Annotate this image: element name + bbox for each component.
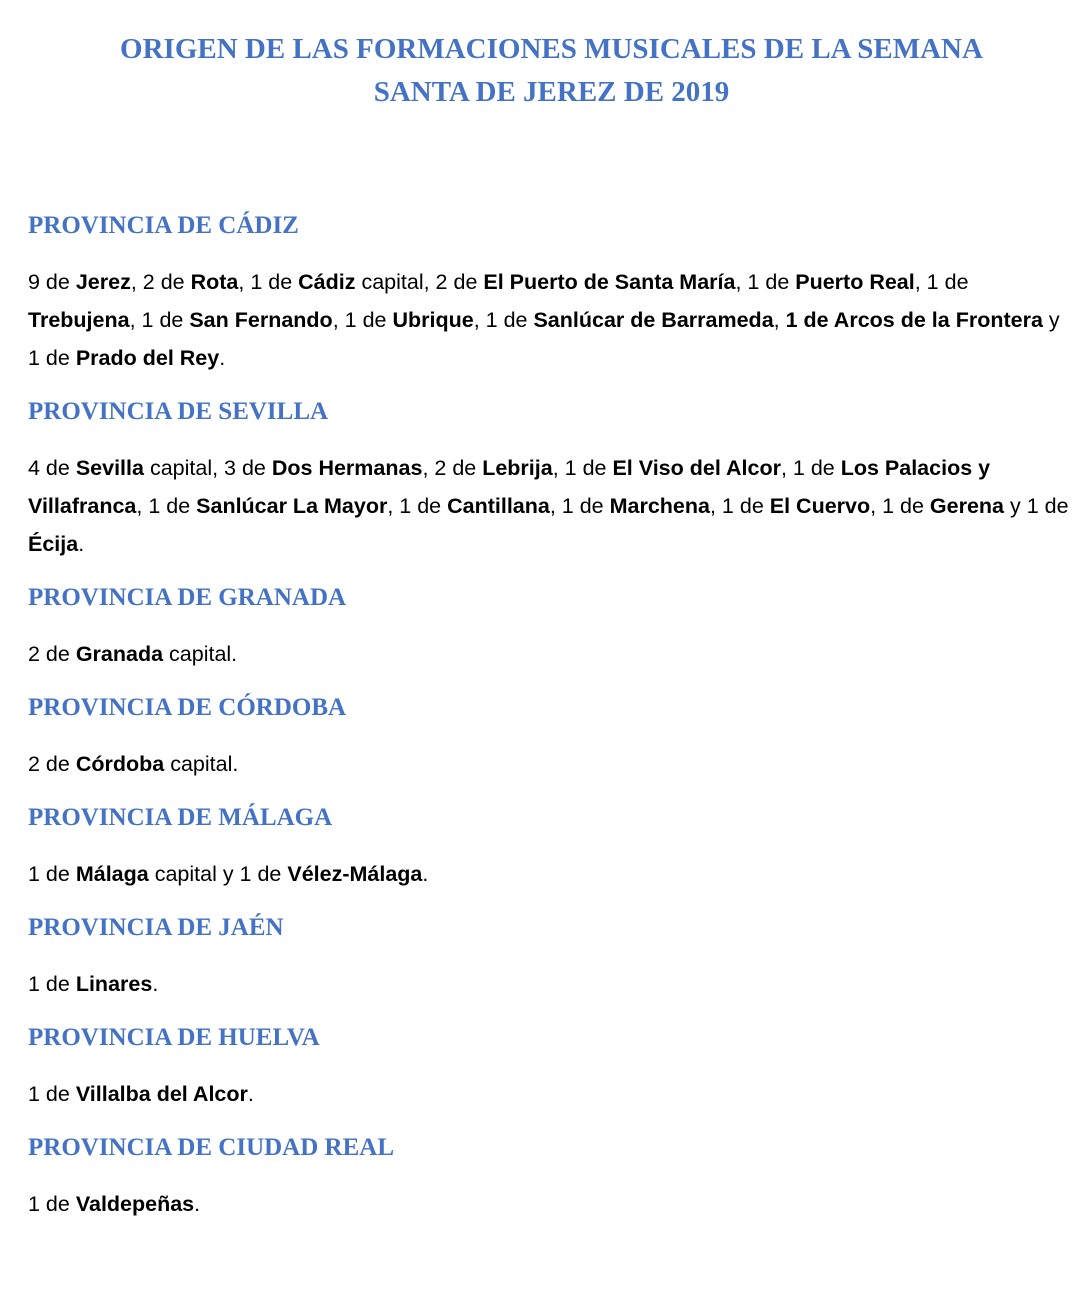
count-text: capital, 3 de <box>143 456 272 480</box>
count-text: , 2 de <box>422 456 483 480</box>
province-origin-text <box>28 1185 1075 1223</box>
count-text: y 1 de <box>28 308 1060 370</box>
place-name: Gerena <box>929 494 1004 518</box>
place-name: Rota <box>190 270 239 294</box>
count-text: , 2 de <box>130 270 191 294</box>
count-text: , 1 de <box>870 494 930 518</box>
count-text: capital. <box>163 642 238 666</box>
province-heading: PROVINCIA DE HUELVA <box>28 1024 320 1051</box>
place-name: Sevilla <box>75 456 144 480</box>
province-section <box>28 396 1075 563</box>
title-line-2: SANTA DE JEREZ DE 2019 <box>373 76 730 108</box>
count-text: , 1 de <box>780 456 841 480</box>
province-section <box>28 912 1075 1003</box>
province-origin-text <box>28 1075 1075 1113</box>
count-text: , 1 de <box>549 494 610 518</box>
place-name: 1 de Arcos de la Frontera <box>785 308 1043 332</box>
province-origin-text <box>28 855 1075 893</box>
province-heading: PROVINCIA DE GRANADA <box>28 584 347 611</box>
province-section <box>28 1022 1075 1113</box>
count-text: . <box>194 1192 201 1216</box>
province-heading: PROVINCIA DE JAÉN <box>28 914 284 941</box>
count-text: . <box>422 862 429 886</box>
count-text: , 1 de <box>387 494 448 518</box>
count-text: , 1 de <box>129 308 190 332</box>
count-text: , 1 de <box>709 494 770 518</box>
title-line-1: ORIGEN DE LAS FORMACIONES MUSICALES DE LA SEMANA <box>120 33 983 65</box>
place-name: Los Palacios y Villafranca <box>28 456 991 518</box>
place-name: Linares <box>75 972 153 996</box>
count-text: 2 de <box>28 642 76 666</box>
province-section <box>28 1132 1075 1223</box>
place-name: San Fernando <box>189 308 333 332</box>
count-text: , 1 de <box>735 270 796 294</box>
place-name: Écija <box>28 532 79 556</box>
province-section <box>28 582 1075 673</box>
province-section <box>28 692 1075 783</box>
province-origin-text <box>28 965 1075 1003</box>
place-name: El Viso del Alcor <box>612 456 781 480</box>
province-heading: PROVINCIA DE CÁDIZ <box>28 212 299 239</box>
count-text: , <box>773 308 786 332</box>
document-title <box>28 28 1075 114</box>
count-text: , 1 de <box>238 270 299 294</box>
count-text: 1 de <box>28 972 76 996</box>
province-origin-text <box>28 263 1075 377</box>
count-text: , 1 de <box>332 308 393 332</box>
place-name: Jerez <box>75 270 131 294</box>
province-origin-text <box>28 449 1075 563</box>
place-name: Lebrija <box>482 456 553 480</box>
count-text: 1 de <box>28 862 76 886</box>
place-name: El Cuervo <box>769 494 871 518</box>
count-text: capital, 2 de <box>355 270 484 294</box>
place-name: Córdoba <box>75 752 165 776</box>
count-text: , 1 de <box>552 456 613 480</box>
count-text: capital y 1 de <box>148 862 288 886</box>
place-name: Trebujena <box>28 308 130 332</box>
count-text: 9 de <box>28 270 76 294</box>
province-origin-text <box>28 745 1075 783</box>
province-heading: PROVINCIA DE MÁLAGA <box>28 804 333 831</box>
count-text: capital. <box>164 752 239 776</box>
count-text: 1 de <box>28 1082 76 1106</box>
place-name: Sanlúcar de Barrameda <box>533 308 774 332</box>
province-section <box>28 210 1075 377</box>
place-name: Vélez-Málaga <box>287 862 423 886</box>
count-text: . <box>78 532 85 556</box>
place-name: Valdepeñas <box>75 1192 195 1216</box>
count-text: . <box>247 1082 254 1106</box>
place-name: Ubrique <box>392 308 474 332</box>
count-text: . <box>219 346 226 370</box>
place-name: Puerto Real <box>795 270 915 294</box>
place-name: Dos Hermanas <box>271 456 423 480</box>
count-text: , 1 de <box>473 308 534 332</box>
place-name: El Puerto de Santa María <box>483 270 736 294</box>
province-section <box>28 802 1075 893</box>
place-name: Sanlúcar La Mayor <box>196 494 388 518</box>
place-name: Cádiz <box>298 270 356 294</box>
place-name: Marchena <box>609 494 710 518</box>
place-name: Granada <box>75 642 164 666</box>
province-heading: PROVINCIA DE SEVILLA <box>28 398 329 425</box>
count-text: . <box>152 972 159 996</box>
count-text: 4 de <box>28 456 76 480</box>
place-name: Villalba del Alcor <box>75 1082 248 1106</box>
count-text: y 1 de <box>1004 494 1069 518</box>
count-text: , 1 de <box>914 270 969 294</box>
province-heading: PROVINCIA DE CÓRDOBA <box>28 694 347 721</box>
province-heading: PROVINCIA DE CIUDAD REAL <box>28 1134 395 1161</box>
count-text: 1 de <box>28 1192 76 1216</box>
count-text: 2 de <box>28 752 76 776</box>
province-origin-text <box>28 635 1075 673</box>
place-name: Prado del Rey <box>75 346 220 370</box>
place-name: Málaga <box>75 862 149 886</box>
count-text: , 1 de <box>136 494 197 518</box>
place-name: Cantillana <box>447 494 550 518</box>
province-sections <box>28 210 1075 1223</box>
